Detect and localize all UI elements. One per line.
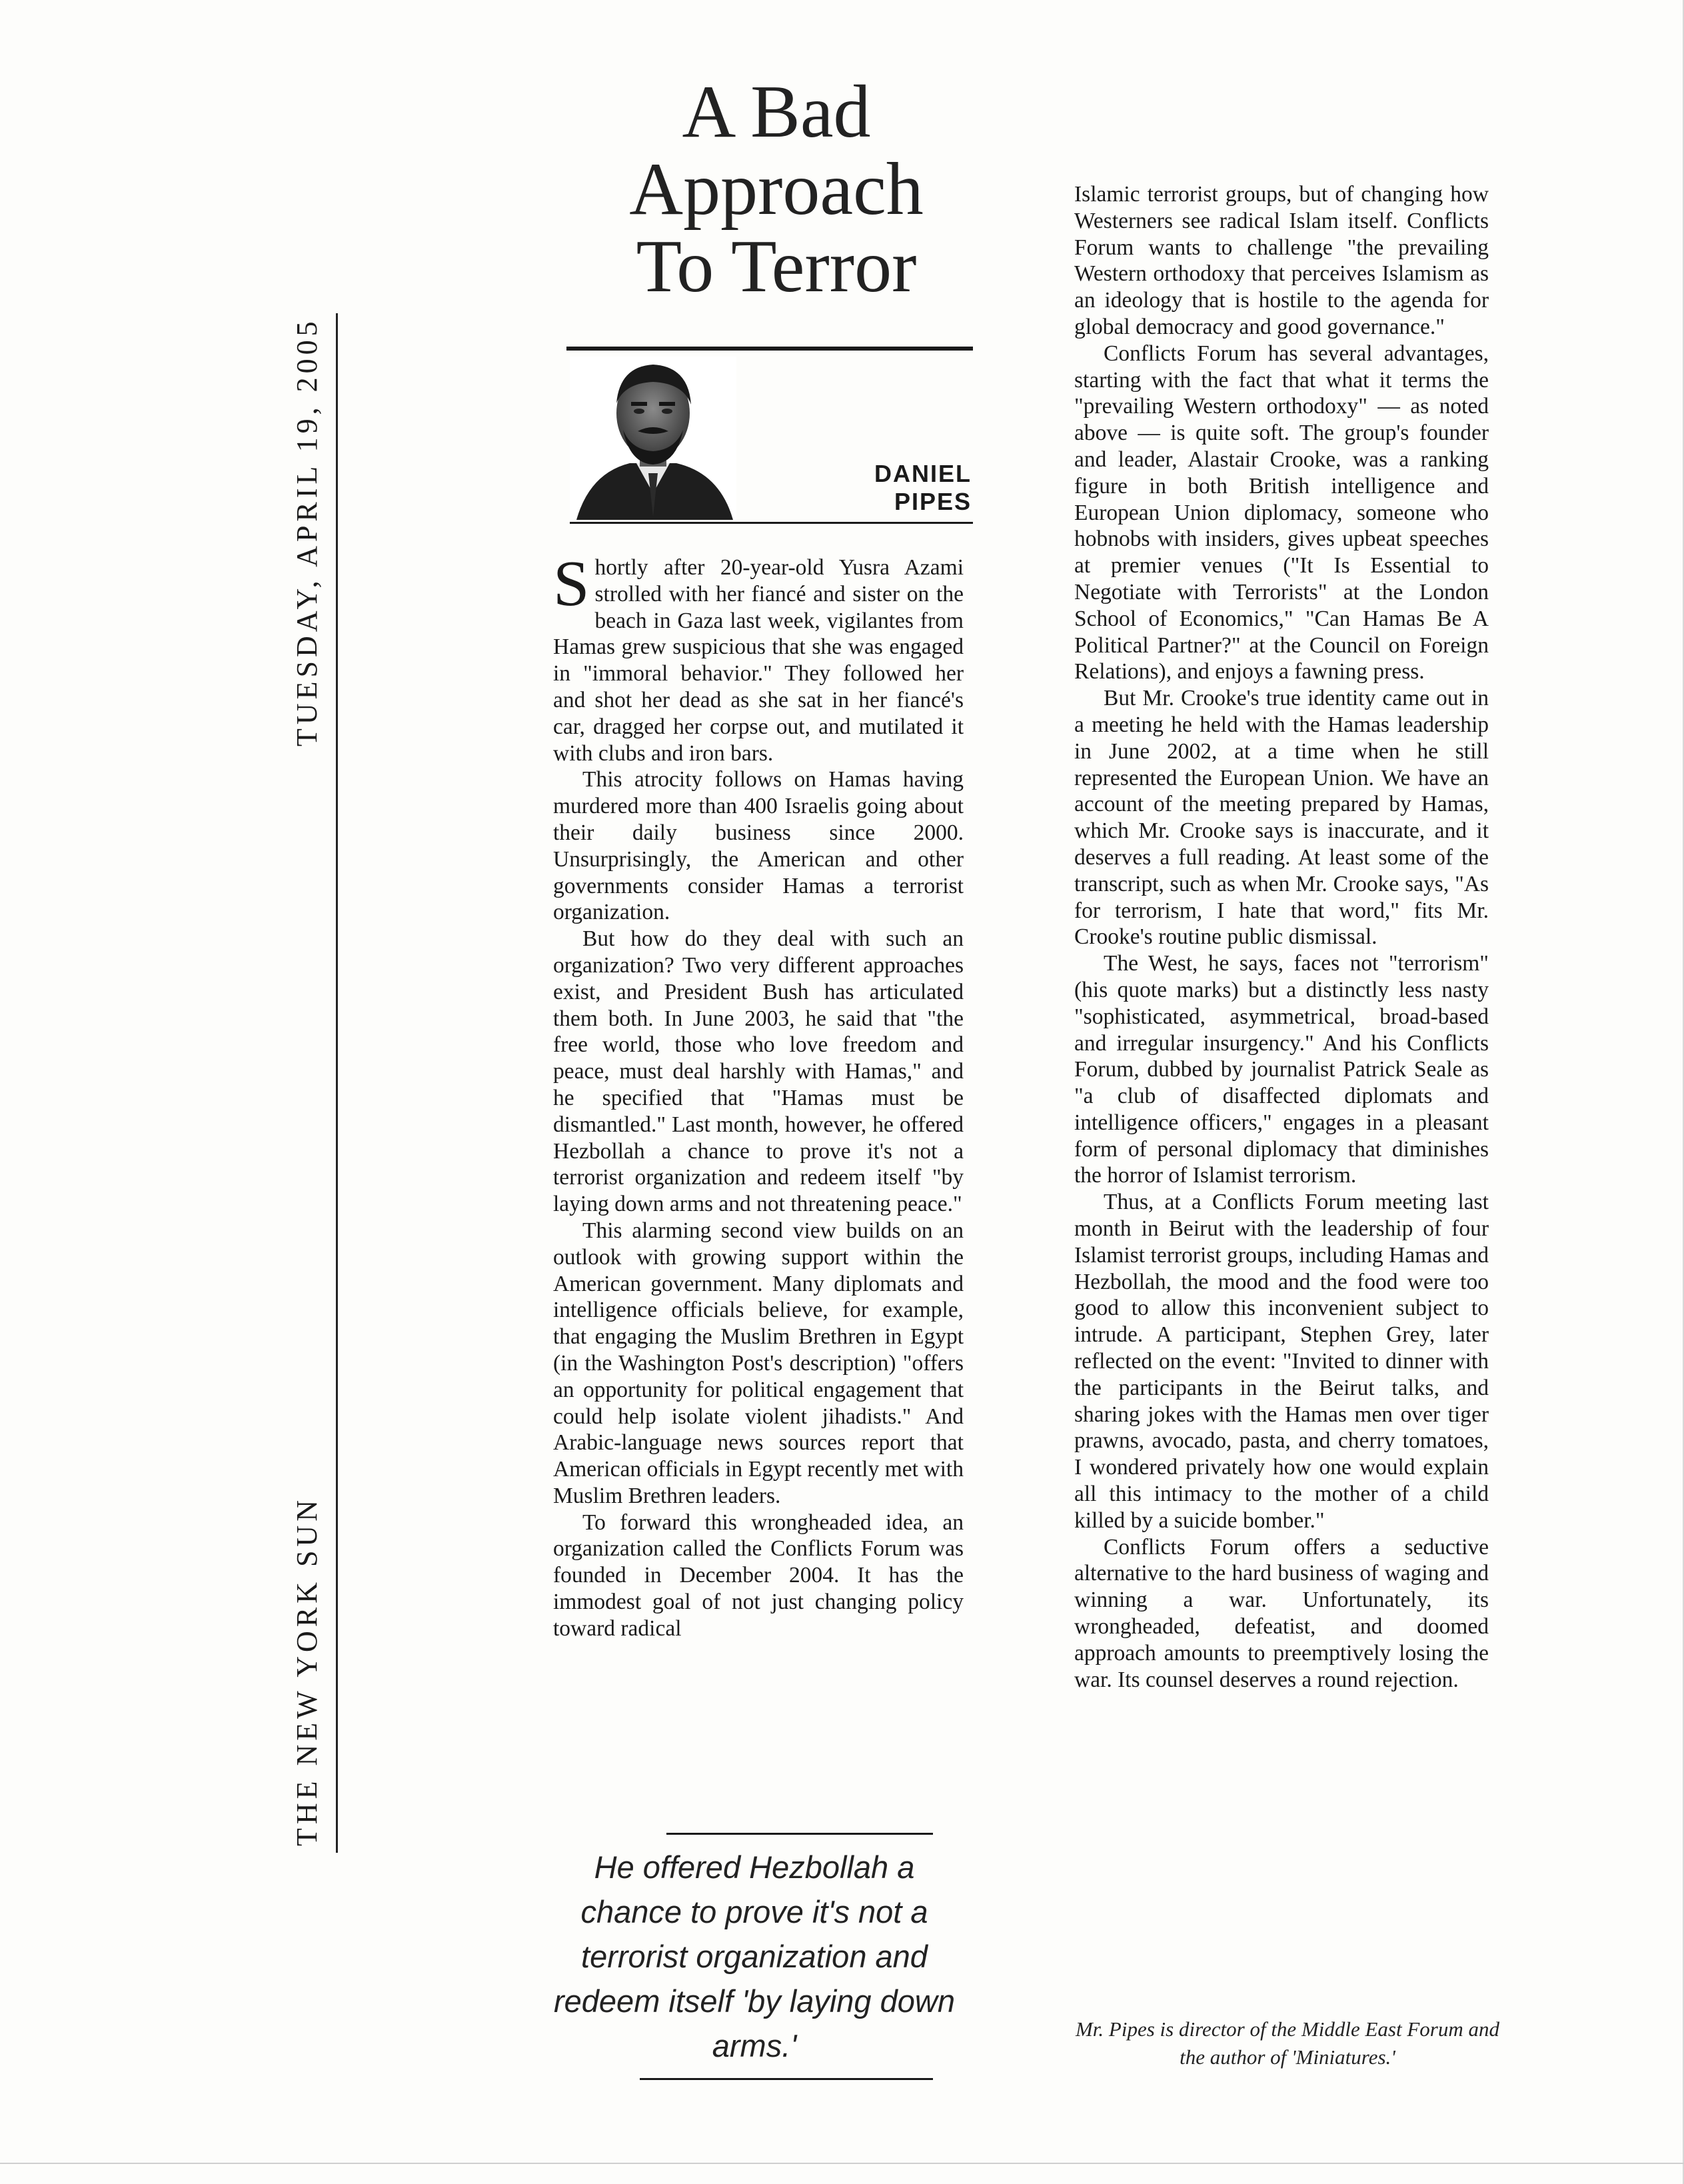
scan-edge-bottom [0,2163,1684,2164]
pullquote-rule-bottom [640,2078,933,2080]
pull-quote: He offered Hezbollah a chance to prove it's not a terrorist organization and redeem itself 'by laying down arms.' [553,1849,955,2063]
headline-rule [566,347,973,351]
headline-line-2: Approach [629,148,924,231]
paragraph-1-text: hortly after 20-year-old Yusra Azami strolled with her fiancé and sister on the beach in Gaza last week, vigilantes from Hamas grew suspicious that she was engaged in "immoral behavior." They followed her and shot her dead as she sat in her fiancé's car, dragged her corpse out, and mutilated it with clubs and iron bars. [553,555,964,766]
headline-line-1: A Bad [682,71,871,153]
newspaper-name: THE NEW YORK SUN [291,1496,323,1846]
publication-date: TUESDAY, APRIL 19, 2005 [291,317,323,746]
author-bio: Mr. Pipes is director of the Middle East Forum and the author of 'Miniatures.' [1075,2017,1499,2069]
drop-cap: S [553,548,590,620]
paragraph-3: But how do they deal with such an organization? Two very different approaches exist, and President Bush has articulated them both. In June 2003, he said that "the free world, those who love freedom and peace, must deal harshly with Hamas," and he specified that "Hamas must be dismantled." Last month, however, he offered Hezbollah a chance to prove it's not a terrorist organization and redeem itself "by laying down arms and not threatening peace." [553,926,964,1217]
paragraph-4: This alarming second view builds on an outlook with growing support within the American government. Many diplomats and intelligence officials believe, for example, that engaging the Muslim Brethren in Egypt (in the Washington Post's description) "offers an opportunity for political engagement that could help isolate violent jihadists." And Arabic-language news sources report that American officials in Egypt recently met with Muslim Brethren leaders. [553,1218,964,1508]
byline-rule [570,522,973,524]
pullquote-rule-top [666,1833,933,1835]
headline-line-3: To Terror [636,225,917,308]
author-portrait-icon [570,357,736,520]
paragraph-6: Conflicts Forum has several advantages, starting with the fact that what it terms the "prevailing Western orthodoxy" — as noted above — is quite soft. The group's founder and leader, Alastair Crooke, was a ranking figure in both British intelligence and European Union diplomacy, someone who hobnobs with insiders, gives upbeat speeches at premier venues ("It Is Essential to Negotiate with Terrorists" at the London School of Economics," "Can Hamas Be A Political Partner?" at the Council on Foreign Relations), and enjoys a fawning press. [1074,341,1489,684]
article-column-2 [1074,181,1489,1693]
side-rule [336,313,338,1853]
headline [566,71,986,308]
paragraph-9: Thus, at a Conflicts Forum meeting last month in Beirut with the leadership of four Islamist terrorist groups, including Hamas and Hezbollah, the mood and the food were too good to allow this inconvenient subject to intrude. A participant, Stephen Grey, later reflected on the event: "Invited to dinner with the participants in the Beirut talks, and sharing jokes with the Hamas men over tiger prawns, avocado, pasta, and cherry tomatoes, I wondered privately how one would explain all this intimacy to the mother of a child killed by a suicide bomber." [1074,1190,1489,1533]
paragraph-5: To forward this wrongheaded idea, an organization called the Conflicts Forum was founded in December 2004. It has the immodest goal of not just changing policy toward radical [553,1510,964,1641]
paragraph-2: This atrocity follows on Hamas having murdered more than 400 Israelis going about their daily business since 2000. Unsurprisingly, the American and other governments consider Hamas a terrorist organization. [553,767,964,925]
paragraph-7: But Mr. Crooke's true identity came out in a meeting he held with the Hamas leadership in June 2002, at a time when he still represented the European Union. We have an account of the meeting prepared by Hamas, which Mr. Crooke says is inaccurate, and it deserves a full reading. At least some of the transcript, such as when Mr. Crooke says, "As for terrorism, I hate that word," fits Mr. Crooke's routine public dismissal. [1074,686,1489,950]
paragraph-1 [553,548,964,766]
author-last-name: PIPES [894,488,972,515]
author-first-name: DANIEL [874,460,972,487]
paragraph-8: The West, he says, faces not "terrorism" (his quote marks) but a distinctly less nasty "sophisticated, asymmetrical, broad-based and irregular insurgency." And his Conflicts Forum, dubbed by journalist Patrick Seale as "a club of disaffected diplomats and intelligence officers," engages in a pleasant form of personal diplomacy that diminishes the horror of Islamist terrorism. [1074,951,1489,1188]
paragraph-10: Conflicts Forum offers a seductive alternative to the hard business of waging and winning a war. Unfortunately, its wrongheaded, defeatist, and doomed approach amounts to preemptively losing the war. Its counsel deserves a round rejection. [1074,1534,1489,1692]
byline [820,460,972,516]
article-column-1 [553,548,964,1642]
paragraph-5-continued: Islamic terrorist groups, but of changing how Westerners see radical Islam itself. Conflicts Forum wants to challenge "the prevailing Western orthodoxy that perceives Islamism as an ideology that is hostile to the agenda for global democracy and good governance." [1074,182,1489,339]
